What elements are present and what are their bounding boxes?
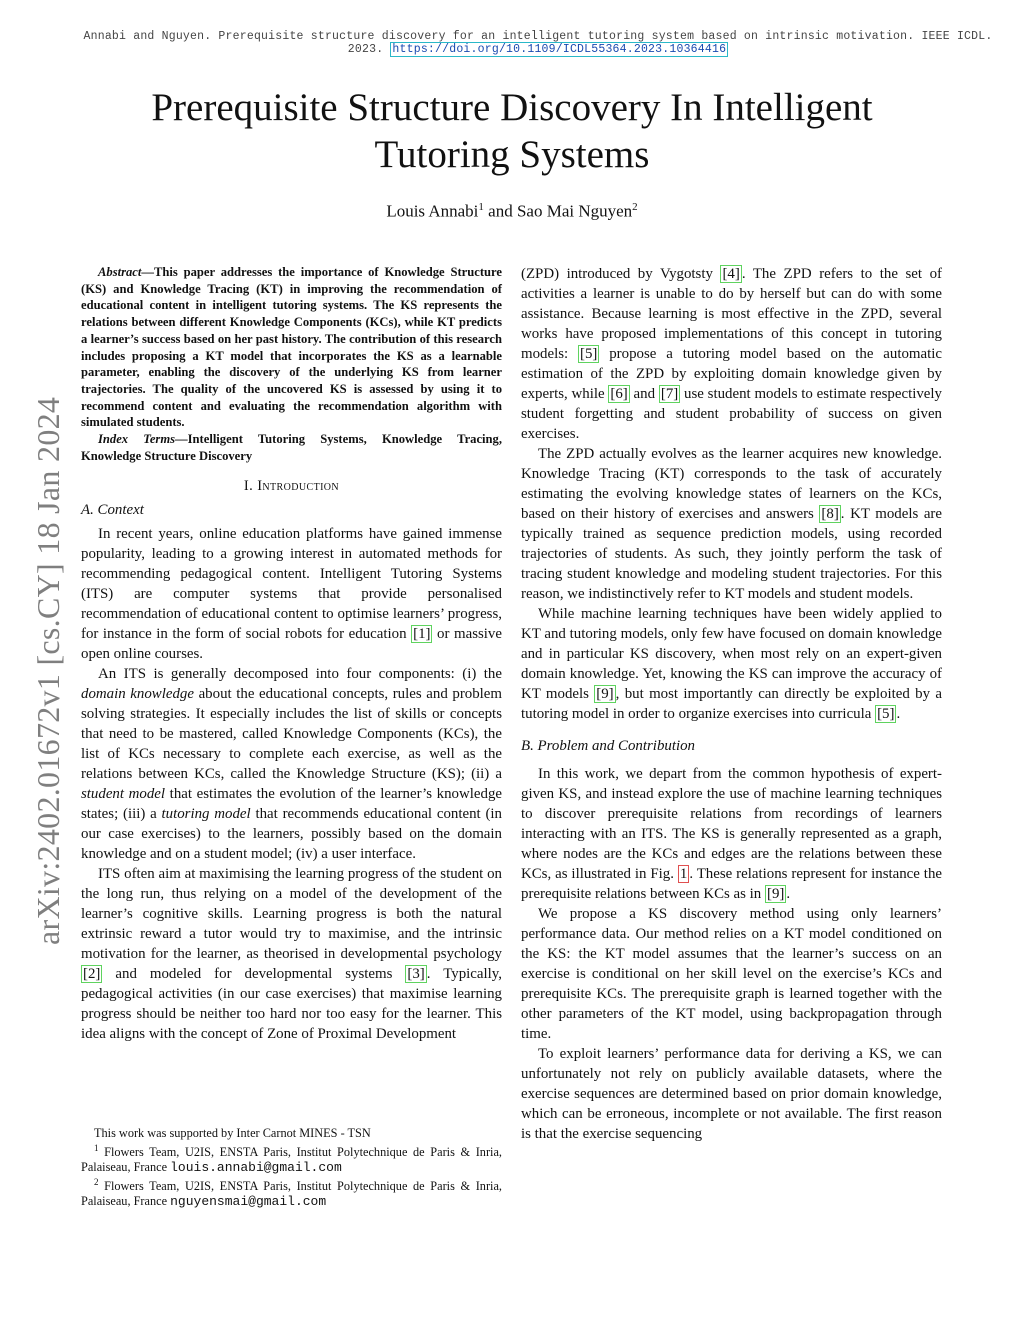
zpd-paragraph [521, 264, 942, 444]
text-span: . KT models are typically trained as sequence prediction models, using recorded trajectories of students. As such, they jointly perform the task of tracing student knowledge and modeling student trajectories. For this reason, we indistinctively refer to KT models and student models. [521, 506, 942, 602]
intro-paragraph-1 [81, 524, 502, 664]
citation-link-5b[interactable]: [5] [877, 706, 895, 722]
intro-paragraph-2 [81, 664, 502, 864]
citation-link-4[interactable]: [4] [722, 266, 740, 282]
text-span: Flowers Team, U2IS, ENSTA Paris, Institut Polytechnique de Paris & Inria, Palaiseau, France [81, 1179, 502, 1209]
arxiv-identifier-stamp: arXiv:2402.01672v1 [cs.CY] 18 Jan 2024 [30, 396, 66, 945]
footnotes [81, 1126, 502, 1209]
affiliation-footnote-1 [81, 1141, 502, 1175]
emphasis-domain-knowledge: domain knowledge [81, 686, 194, 703]
author-line [0, 201, 1024, 222]
funding-footnote: This work was supported by Inter Carnot MINES - TSN [94, 1126, 371, 1140]
text-span: In this work, we depart from the common hypothesis of expert-given KS, and instead explore the use of machine learning techniques to discover prerequisite relations from recordings of learners interacting with an ITS. The KS is generally represented as a graph, where nodes are the KCs and edges are the relations between these KCs, as illustrated in Fig. [521, 766, 942, 882]
section-number: I. [243, 478, 258, 495]
ml-paragraph [521, 604, 942, 724]
citation-link-8[interactable]: [8] [821, 506, 839, 522]
subsection-heading-problem: B. Problem and Contribution [521, 738, 695, 754]
citation-link-7[interactable]: [7] [660, 386, 679, 402]
citation-link-5[interactable]: [5] [580, 346, 598, 362]
doi-link[interactable]: https://doi.org/10.1109/ICDL55364.2023.10364416 [392, 43, 727, 56]
footnote-mark-2: 2 [94, 1177, 99, 1188]
subsection-heading-context: A. Context [81, 502, 144, 519]
text-span: propose a tutoring model based on the automatic estimation of the ZPD by exploiting domain knowledge given by experts, while [521, 346, 943, 402]
intro-paragraph-3 [81, 864, 502, 1044]
citation-link-2[interactable]: [2] [83, 966, 101, 983]
header-citation-text: Annabi and Nguyen. Prerequisite structure discovery for an intelligent tutoring system based on intrinsic motivation. IEEE ICDL. 2023. [83, 30, 993, 56]
author-1-affiliation-mark: 1 [478, 201, 484, 213]
footnote-mark-1: 1 [94, 1143, 99, 1153]
abstract-label: Abstract [98, 265, 142, 279]
text-span: and modeled for developmental systems [102, 966, 406, 983]
text-span: , but most importantly can directly be exploited by a tutoring model in order to organize exercises into curricula [521, 686, 942, 722]
text-span: that estimates the evolution of the learner’s knowledge states; (iii) a [81, 786, 502, 823]
citation-link-9b[interactable]: [9] [766, 886, 785, 902]
text-span: While machine learning techniques have been widely applied to KT and tutoring models, only few have focused on domain knowledge and in particular KS discovery, when most rely on an expert-given domain knowledge. Yet, knowing the KS can improve the accuracy of KT models [521, 606, 942, 702]
abstract [81, 264, 502, 431]
text-span: An ITS is generally decomposed into four components: (i) the [98, 666, 502, 683]
text-span: Flowers Team, U2IS, ENSTA Paris, Institut Polytechnique de Paris & Inria, Palaiseau, France [81, 1145, 502, 1175]
author-1-name: Louis Annabi [386, 201, 479, 221]
email-annabi[interactable]: louis.annabi@gmail.com [170, 1160, 342, 1176]
author-2-affiliation-mark: 2 [632, 201, 638, 213]
contribution-paragraph-1 [521, 764, 942, 904]
index-terms-label: Index Terms [98, 432, 176, 447]
text-span: . [896, 706, 901, 722]
contribution-paragraph-2: We propose a KS discovery method using only learners’ performance data. Our method relies on a KT model conditioned on the KS: the KT model assumes that the learner’s success on an exercise is conditional on her skill level on the exercise’s KCs and prerequisite KCs. The prerequisite graph is learned together with the other parameters of the KT model, using backpropagation through time. [521, 906, 942, 1042]
text-span: . [786, 886, 791, 902]
text-span: . Typically, pedagogical activities (in our case exercises) that maximise learning progress should be neither too hard nor too easy for the learner. This idea aligns with the concept of Zone of Proximal Development [81, 966, 503, 1043]
section-heading-introduction [81, 476, 502, 496]
text-span: that recommends educational content (in our case exercises) to the learners, possibly based on the domain knowledge and on a student model; (iv) a user interface. [81, 806, 503, 863]
figure-link-1[interactable]: 1 [679, 866, 688, 882]
author-2-name: Sao Mai Nguyen [516, 201, 633, 221]
text-span: about the educational concepts, rules and problem solving strategies. It especially includes the list of skills or concepts that need to be mastered, called Knowledge Components (KCs), the list of KCs necessary to complete each exercise, as well as the relations between KCs, called the Knowledge Structure (KS); (ii) a [81, 686, 502, 783]
index-terms [81, 431, 502, 464]
text-span: (ZPD) introduced by Vygotsty [521, 266, 721, 282]
citation-link-3[interactable]: [3] [407, 966, 425, 983]
emphasis-tutoring-model: tutoring model [161, 806, 251, 823]
text-span: . The ZPD refers to the set of activities a learner is unable to do by herself but can do with some assistance. Because learning is most effective in the ZPD, several works have proposed implementations of this concept in tutoring models: [521, 266, 942, 362]
kt-paragraph [521, 444, 942, 604]
section-title: Introduction [257, 478, 340, 495]
citation-link-1[interactable]: [1] [413, 626, 431, 643]
text-span: The ZPD actually evolves as the learner acquires new knowledge. Knowledge Tracing (KT) corresponds to the task of accurately estimating the evolving knowledge states of learners on the KCs, based on their history of exercises and answers [521, 446, 942, 522]
index-terms-text: —Intelligent Tutoring Systems, Knowledge Tracing, Knowledge Structure Discovery [81, 432, 502, 463]
abstract-text: —This paper addresses the importance of Knowledge Structure (KS) and Knowledge Tracing (KT) in improving the recommendation of educational content in intelligent tutoring systems. The KS represents the relations between different Knowledge Components (KCs), while KT predicts a learner’s success based on her past history. The contribution of this research includes proposing a KT model that incorporates the KS as a learnable parameter, enabling the discovery of the underlying KS from learner trajectories. The quality of the uncovered KS is assessed by using it to recommend content and evaluating the recommendation algorithm with simulated students. [81, 265, 502, 430]
left-column [81, 264, 502, 1044]
contribution-paragraph-3: To exploit learners’ performance data for deriving a KS, we can unfortunately not rely on publicly available datasets, where the exercise sequences are determined based on prior domain knowledge, which can be erroneous, incomplete or not available. The first reason is that the exercise sequencing [521, 1046, 942, 1142]
email-nguyen[interactable]: nguyensmai@gmail.com [170, 1194, 327, 1210]
text-span: ITS often aim at maximising the learning progress of the student on the long run, thus relying on a model of the development of the learner’s cognitive skills. Learning progress is both the natural extrinsic reward a tutor would try to maximise, and the intrinsic motivation for the learner, as theorised in developmental psychology [81, 866, 502, 963]
text-span: In recent years, online education platforms have gained immense popularity, leading to a growing interest in automated methods for recommending pedagogical content. Intelligent Tutoring Systems (ITS) are computer systems that provide personalised recommendation of educational content to optimise learners’ progress, for instance in the form of social robots for education [81, 526, 502, 643]
paper-title: Prerequisite Structure Discovery In Intelligent Tutoring Systems [151, 86, 873, 176]
emphasis-student-model: student model [81, 786, 166, 803]
right-column [521, 264, 942, 1144]
citation-link-9[interactable]: [9] [596, 686, 614, 702]
text-span: . These relations represent for instance the prerequisite relations between KCs as in [521, 866, 943, 902]
affiliation-footnote-2 [81, 1175, 502, 1209]
author-conjunction: and [483, 201, 517, 221]
text-span: and [629, 386, 659, 402]
text-span: or massive open online courses. [81, 626, 502, 663]
header-citation-note [80, 30, 996, 56]
citation-link-6[interactable]: [6] [610, 386, 628, 402]
text-span: use student models to estimate respectively student forgetting and student probability of success on given exercises. [521, 386, 942, 442]
